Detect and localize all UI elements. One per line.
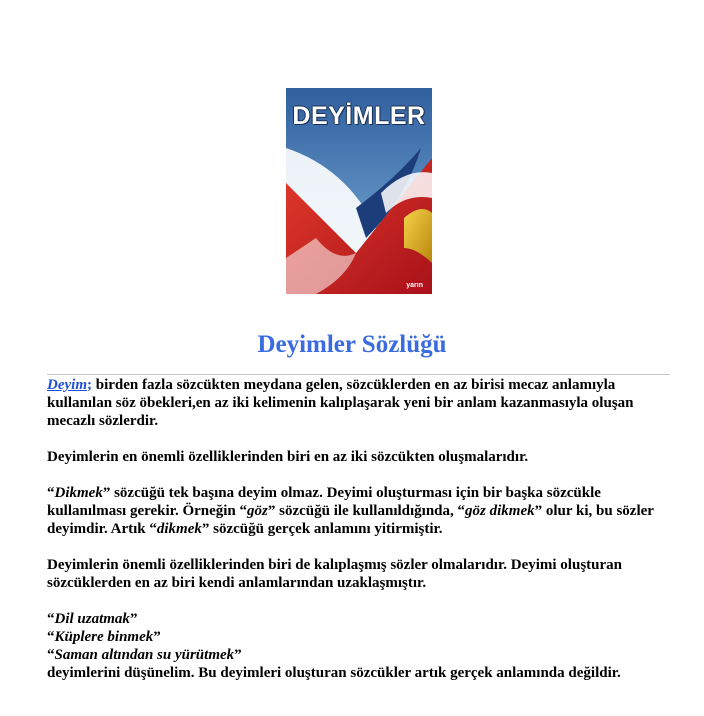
quote-open: “ [47, 629, 55, 645]
link-semicolon: ; [86, 377, 92, 393]
paragraph-3 [47, 484, 677, 538]
title-divider [47, 374, 670, 375]
example-idiom [47, 646, 677, 664]
publisher-logo: yarın [403, 281, 426, 290]
cover-title: DEYİMLER [292, 102, 426, 130]
example-text: Küplere binmek [54, 629, 154, 645]
paragraph-3-text-1: ” sözcüğü tek başına deyim olmaz. Deyimi oluşturması için bir başka sözcükle kullanılması gerekir. Örneğin “ [47, 485, 601, 519]
quote-close: ” [129, 611, 138, 627]
example-idiom [47, 628, 677, 646]
example-text: Dil uzatmak [54, 611, 130, 627]
paragraph-3-text-4: ” sözcüğü gerçek anlamını yitirmiştir. [201, 521, 443, 537]
term-dikmek-2: dikmek [156, 521, 202, 537]
quote-open: “ [47, 611, 55, 627]
quote-open: “ [47, 647, 55, 663]
document-body [47, 376, 677, 700]
example-text: Saman altından su yürütmek [54, 647, 235, 663]
quote-mark: “ [47, 485, 55, 501]
term-dikmek: Dikmek [54, 485, 103, 501]
paragraph-3-text-3: ” olur ki, bu sözler deyimdir. Artık “ [47, 503, 654, 537]
paragraph-5: deyimlerini düşünelim. Bu deyimleri oluşturan sözcükler artık gerçek anlamında değildir. [47, 665, 621, 681]
term-goz-dikmek: göz dikmek [465, 503, 535, 519]
page-title: Deyimler Sözlüğü [257, 331, 447, 358]
intro-paragraph [47, 376, 677, 430]
quote-close: ” [153, 629, 161, 645]
intro-text: birden fazla sözcükten meydana gelen, sözcüklerden en az birisi mecaz anlamıyla kullanılan söz öbekleri,en az iki kelimenin kalıplaşarak yeni bir anlam kazanmasıyla oluşan mecazlı sözlerdir. [47, 377, 634, 429]
example-idiom [47, 610, 677, 628]
paragraph-2: Deyimlerin en önemli özelliklerinden biri en az iki sözcükten oluşmalarıdır. [47, 449, 529, 465]
paragraph-3-text-2: ” sözcüğü ile kullanıldığında, “ [267, 503, 466, 519]
deyim-link[interactable]: Deyim [47, 377, 87, 393]
book-cover-image [286, 88, 432, 294]
paragraph-4: Deyimlerin önemli özelliklerinden biri de kalıplaşmış sözler olmalarıdır. Deyimi oluşturan sözcüklerden en az biri kendi anlamlarından uzaklaşmıştır. [47, 557, 622, 591]
term-goz: göz [247, 503, 268, 519]
quote-close: ” [234, 647, 242, 663]
